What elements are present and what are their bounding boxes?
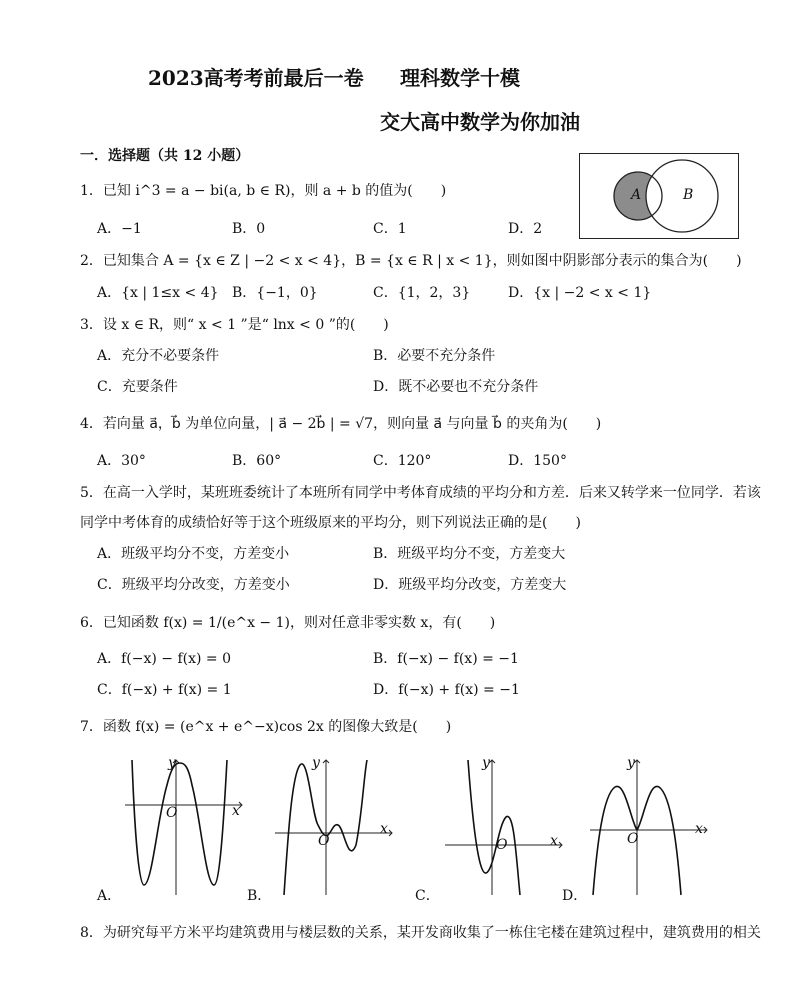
page-title-left: 2023高考考前最后一卷 [148,66,364,90]
question-8-stem: 8．为研究每平方米平均建筑费用与楼层数的关系，某开发商收集了一栋住宅楼在建筑过程中，建筑费用的相关 [80,925,761,941]
graph-b [270,755,400,900]
question-2-stem: 2．已知集合 A = {x ∈ Z | −2 < x < 4}，B = {x ∈ R | x < 1}，则如图中阴影部分表示的集合为( ) [80,253,742,269]
graph-d [585,755,715,900]
q6-option-a: A．f(−x) − f(x) = 0 [97,651,232,667]
graph-c-x-label: x [550,833,558,849]
q2-option-d: D．{x | −2 < x < 1} [508,285,652,301]
page-title-right: 理科数学十模 [400,66,520,90]
graph-d-y-label: y [627,755,635,771]
q4-option-a: A．30° [97,453,146,469]
q4-option-b: B．60° [232,453,282,469]
graph-a-origin: O [166,805,178,821]
graph-c-origin: O [496,837,508,853]
graph-b-origin: O [318,833,330,849]
question-4-stem: 4．若向量 a⃗，b⃗ 为单位向量，| a⃗ − 2b⃗ | = √7，则向量 a⃗ 与向量 b⃗ 的夹角为( ) [80,416,602,432]
q7-option-a: A． [97,888,122,904]
question-3-stem: 3．设 x ∈ R，则“ x < 1 ”是“ lnx < 0 ”的( ) [80,317,389,333]
q3-option-b: B．必要不充分条件 [373,348,496,364]
graph-c-svg [440,755,570,900]
q1-option-d: D．2 [508,221,543,237]
graph-c-y-label: y [482,755,490,771]
question-1-stem: 1．已知 i^3 = a − bi(a, b ∈ R)，则 a + b 的值为( ) [80,183,447,199]
question-5-stem-line2: 同学中考体育的成绩恰好等于这个班级原来的平均分，则下列说法正确的是( ) [80,515,581,531]
q7-option-d: D． [562,888,588,904]
graph-d-x-label: x [695,821,703,837]
q7-option-c: C． [415,888,440,904]
question-7-stem: 7．函数 f(x) = (e^x + e^−x)cos 2x 的图像大致是( ) [80,719,452,735]
q1-option-c: C．1 [373,221,407,237]
graph-b-y-label: y [312,755,320,771]
q6-option-c: C．f(−x) + f(x) = 1 [97,682,232,698]
q2-option-a: A．{x | 1≤x < 4} [97,285,219,301]
graph-d-origin: O [627,831,639,847]
q7-option-b: B． [247,888,272,904]
venn-svg [580,154,737,237]
graph-a-svg [120,755,250,900]
graph-a-y-label: y [168,755,176,771]
venn-label-b: B [683,187,694,203]
page-subtitle: 交大高中数学为你加油 [380,110,580,134]
q4-option-d: D．150° [508,453,567,469]
q5-option-d: D．班级平均分改变，方差变大 [373,577,567,593]
q3-option-a: A．充分不必要条件 [97,348,220,364]
q5-option-a: A．班级平均分不变，方差变小 [97,546,290,562]
q1-option-a: A．−1 [97,221,142,237]
graph-a-x-label: x [232,803,240,819]
q5-option-b: B．班级平均分不变，方差变大 [373,546,566,562]
q6-option-b: B．f(−x) − f(x) = −1 [373,651,519,667]
q2-option-b: B．{−1，0} [232,285,318,301]
section-title: 一．选择题（共 12 小题） [80,148,250,164]
q4-option-c: C．120° [373,453,432,469]
q3-option-d: D．既不必要也不充分条件 [373,379,539,395]
q3-option-c: C．充要条件 [97,379,178,395]
venn-label-a: A [631,187,642,203]
graph-b-x-label: x [380,821,388,837]
venn-diagram [579,153,739,239]
question-5-stem-line1: 5．在高一入学时，某班班委统计了本班所有同学中考体育成绩的平均分和方差．后来又转学来一位同学．若该 [80,485,761,501]
q2-option-c: C．{1，2，3} [373,285,471,301]
q6-option-d: D．f(−x) + f(x) = −1 [373,682,520,698]
q5-option-c: C．班级平均分改变，方差变小 [97,577,290,593]
graph-c [440,755,570,900]
q1-option-b: B．0 [232,221,266,237]
question-6-stem: 6．已知函数 f(x) = 1/(e^x − 1)，则对任意非零实数 x，有( ) [80,615,496,631]
graph-a [120,755,250,900]
